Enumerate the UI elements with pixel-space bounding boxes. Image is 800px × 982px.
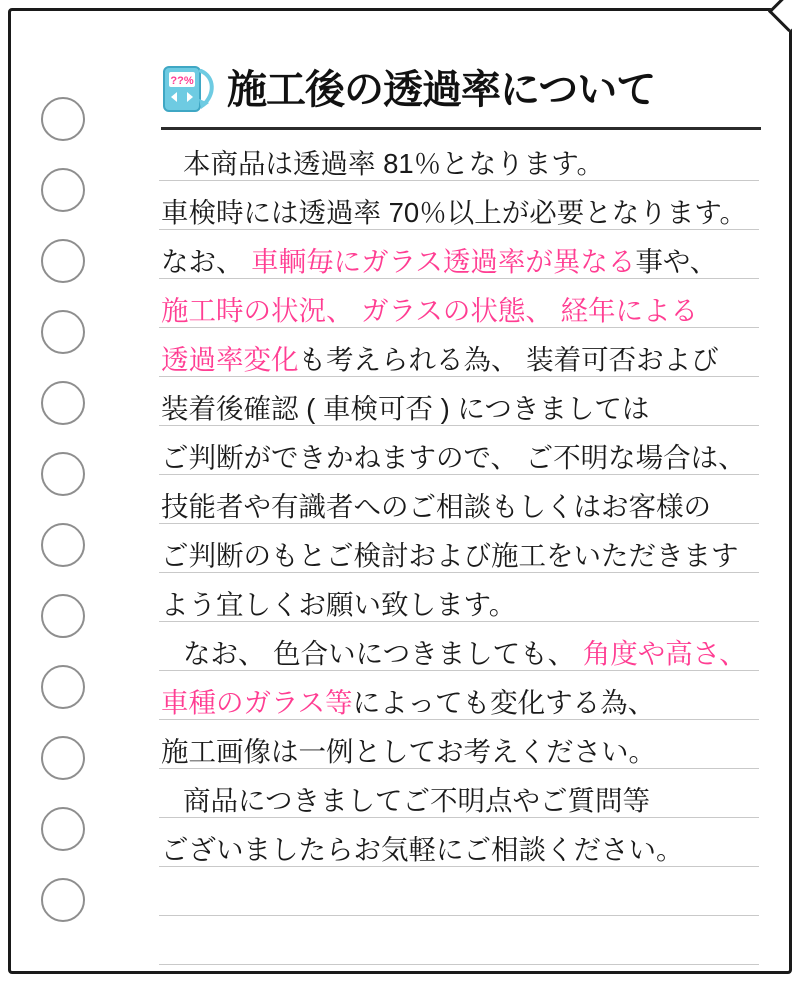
text-line <box>161 629 771 678</box>
plain-text: ご判断ができかねますので、 ご不明な場合は、 <box>161 442 746 473</box>
text-line <box>161 482 771 531</box>
question-window-icon <box>161 61 221 119</box>
punch-hole <box>41 381 85 425</box>
text-line <box>161 335 771 384</box>
plain-text: も考えられる為、 装着可否および <box>298 344 719 375</box>
plain-text: 技能者や有識者へのご相談もしくはお客様の <box>161 491 711 522</box>
plain-text: 施工画像は一例としてお考えください。 <box>161 736 656 767</box>
text-line <box>161 727 771 776</box>
plain-text: ございましたらお気軽にご相談ください。 <box>161 834 684 865</box>
punch-hole <box>41 665 85 709</box>
highlighted-text: 車輌毎にガラス透過率が異なる <box>243 246 636 277</box>
plain-text: なお、 <box>161 246 244 277</box>
text-line <box>161 825 771 874</box>
plain-text: 装着後確認 ( 車検可否 ) につきましては <box>161 393 650 424</box>
page-corner-fold <box>768 0 800 32</box>
note-sheet <box>8 8 792 974</box>
text-line <box>161 188 771 237</box>
highlighted-text: 透過率変化 <box>161 344 299 375</box>
plain-text: なお、 色合いにつきましても、 <box>183 638 576 669</box>
punch-hole <box>41 168 85 212</box>
punch-hole <box>41 97 85 141</box>
punch-hole <box>41 452 85 496</box>
punch-hole <box>41 878 85 922</box>
text-line <box>161 531 771 580</box>
punch-hole <box>41 523 85 567</box>
punch-hole <box>41 594 85 638</box>
text-line <box>161 237 771 286</box>
page-heading <box>161 57 761 123</box>
punch-hole <box>41 239 85 283</box>
highlighted-text: 車種のガラス等 <box>161 687 353 718</box>
highlighted-text: 角度や高さ、 <box>575 638 747 669</box>
plain-text: 車検時には透過率 70％以上が必要となります。 <box>161 197 748 228</box>
text-line <box>161 384 771 433</box>
plain-text: ご判断のもとご検討および施工をいただきます <box>161 540 739 571</box>
punch-hole <box>41 310 85 354</box>
plain-text: によっても変化する為、 <box>352 687 656 718</box>
punch-hole <box>41 736 85 780</box>
plain-text: よう宜しくお願い致します。 <box>161 589 517 620</box>
punch-hole <box>41 807 85 851</box>
text-line <box>161 139 771 188</box>
text-line <box>161 433 771 482</box>
punch-holes <box>41 97 93 927</box>
text-line <box>161 678 771 727</box>
text-line <box>161 580 771 629</box>
page-title: 施工後の透過率について <box>227 68 656 112</box>
rule-line <box>159 964 759 965</box>
plain-text: 商品につきましてご不明点やご質問等 <box>183 785 650 816</box>
svg-text:??%: ??% <box>170 75 194 87</box>
plain-text: 本商品は透過率 81％となります。 <box>183 148 605 179</box>
plain-text: 事や、 <box>635 246 718 277</box>
highlighted-text: 施工時の状況、 ガラスの状態、 経年による <box>161 295 698 326</box>
text-line <box>161 776 771 825</box>
rule-line <box>159 915 759 916</box>
text-line <box>161 286 771 335</box>
heading-underline <box>161 127 761 130</box>
body-text <box>161 139 771 874</box>
